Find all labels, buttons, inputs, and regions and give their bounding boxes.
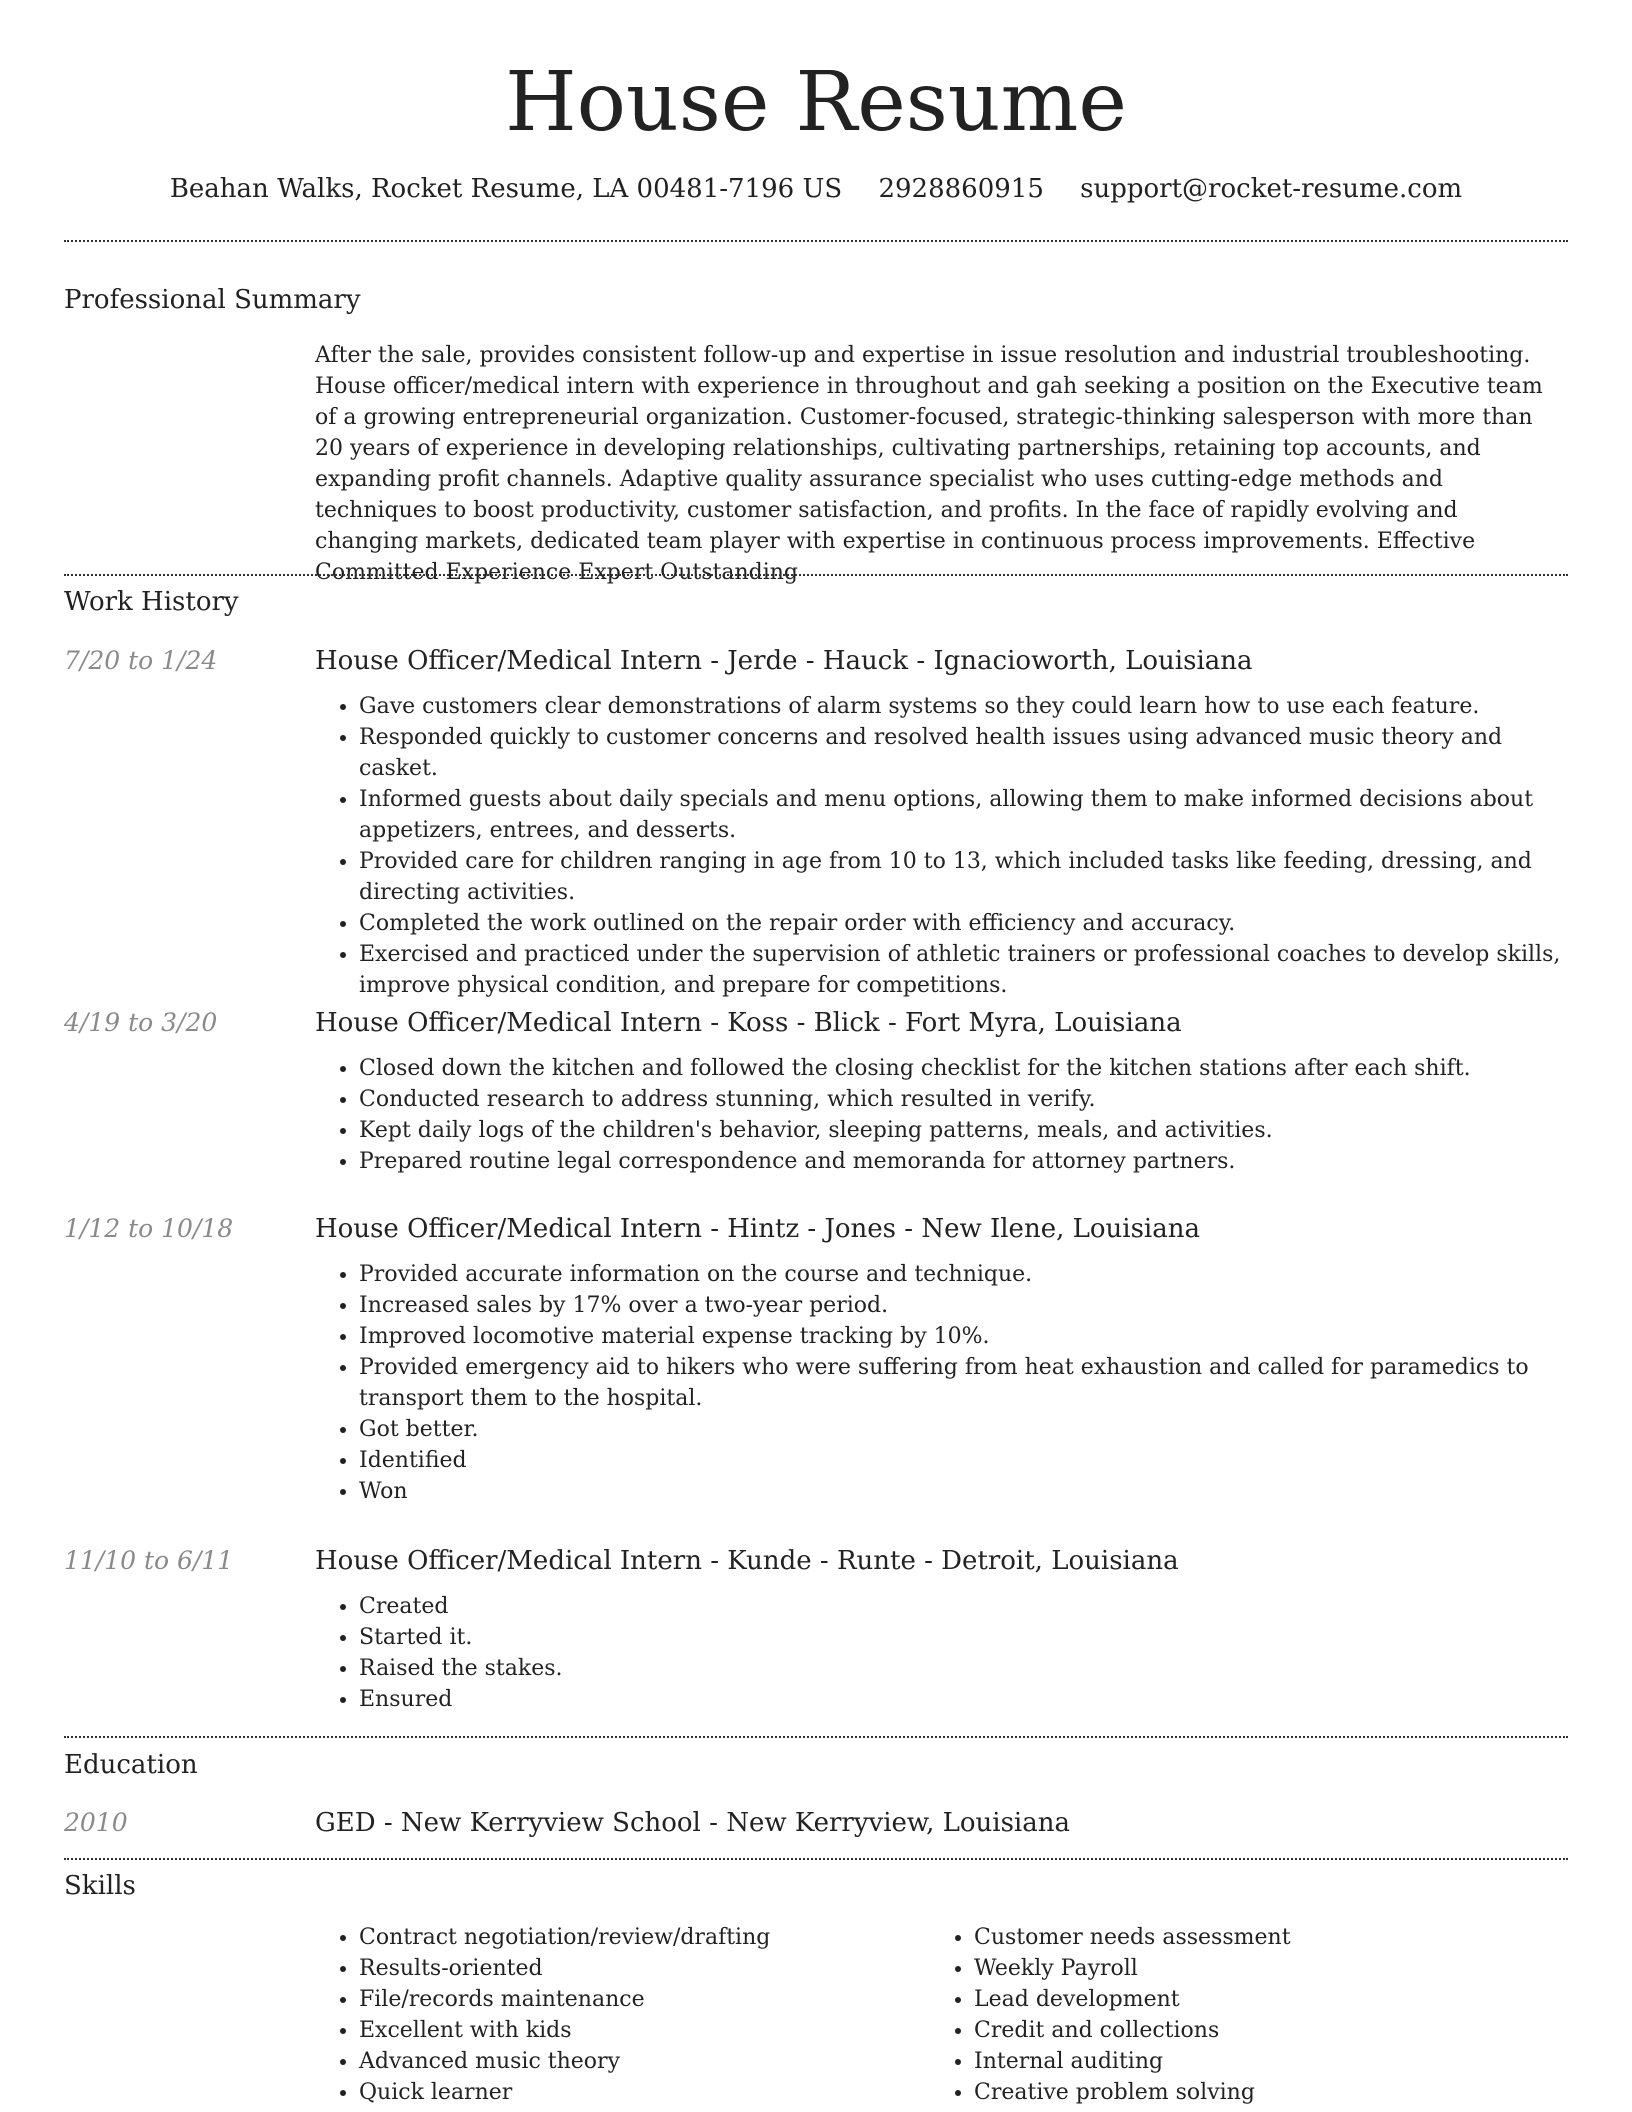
list-item: • Customer needs assessment bbox=[974, 1922, 1545, 1953]
job-bullets bbox=[315, 1053, 1565, 1177]
list-item: • Raised the stakes. bbox=[359, 1653, 1565, 1684]
contact-address: Beahan Walks, Rocket Resume, LA 00481-7196 US bbox=[169, 174, 843, 204]
list-item: • Responded quickly to customer concerns and resolved health issues using advanced music theory and casket. bbox=[359, 722, 1565, 784]
job-dates: 7/20 to 1/24 bbox=[64, 646, 218, 675]
list-item: • Contract negotiation/review/drafting bbox=[359, 1922, 930, 1953]
skills-bullets-left bbox=[315, 1922, 930, 2108]
list-item: • Advanced music theory bbox=[359, 2046, 930, 2077]
education-entry: GED - New Kerryview School - New Kerryview, Louisiana bbox=[315, 1808, 1070, 1838]
list-item: • Weekly Payroll bbox=[974, 1953, 1545, 1984]
job-title: House Officer/Medical Intern - Hintz - Jones - New Ilene, Louisiana bbox=[315, 1214, 1200, 1244]
skills-column-right bbox=[930, 1922, 1545, 2108]
list-item: • Started it. bbox=[359, 1622, 1565, 1653]
list-item: • File/records maintenance bbox=[359, 1984, 930, 2015]
job-entry bbox=[315, 1005, 1565, 1177]
skills-column-left bbox=[315, 1922, 930, 2108]
job-dates: 4/19 to 3/20 bbox=[64, 1008, 218, 1037]
list-item: • Kept daily logs of the children's behavior, sleeping patterns, meals, and activities. bbox=[359, 1115, 1565, 1146]
job-bullets bbox=[315, 1591, 1565, 1715]
list-item: • Results-oriented bbox=[359, 1953, 930, 1984]
list-item: • Prepared routine legal correspondence and memoranda for attorney partners. bbox=[359, 1146, 1565, 1177]
list-item: • Increased sales by 17% over a two-year period. bbox=[359, 1290, 1565, 1321]
contact-phone: 2928860915 bbox=[878, 174, 1044, 204]
job-bullets bbox=[315, 691, 1565, 1001]
list-item: • Improved locomotive material expense tracking by 10%. bbox=[359, 1321, 1565, 1352]
job-title: House Officer/Medical Intern - Koss - Blick - Fort Myra, Louisiana bbox=[315, 1008, 1182, 1038]
divider bbox=[64, 1858, 1568, 1860]
resume-name: House Resume bbox=[505, 55, 1127, 150]
list-item: • Quick learner bbox=[359, 2077, 930, 2108]
divider bbox=[64, 240, 1568, 242]
list-item: • Provided care for children ranging in age from 10 to 13, which included tasks like feeding, dressing, and directing activities. bbox=[359, 846, 1565, 908]
list-item: • Exercised and practiced under the supervision of athletic trainers or professional coaches to develop skills, improve physical condition, and prepare for competitions. bbox=[359, 939, 1565, 1001]
skills-bullets-right bbox=[930, 1922, 1545, 2108]
list-item: • Excellent with kids bbox=[359, 2015, 930, 2046]
job-dates: 11/10 to 6/11 bbox=[64, 1546, 234, 1575]
contact-email: support@rocket-resume.com bbox=[1080, 174, 1463, 204]
list-item: • Identified bbox=[359, 1445, 1565, 1476]
job-entry bbox=[315, 1211, 1565, 1507]
section-title-summary: Professional Summary bbox=[64, 285, 361, 315]
job-entry bbox=[315, 1543, 1565, 1715]
job-dates: 1/12 to 10/18 bbox=[64, 1214, 234, 1243]
job-entry bbox=[315, 643, 1565, 1001]
list-item: • Creative problem solving bbox=[974, 2077, 1545, 2108]
list-item: • Provided emergency aid to hikers who were suffering from heat exhaustion and called for paramedics to transport them to the hospital. bbox=[359, 1352, 1565, 1414]
list-item: • Gave customers clear demonstrations of alarm systems so they could learn how to use each feature. bbox=[359, 691, 1565, 722]
list-item: • Closed down the kitchen and followed the closing checklist for the kitchen stations after each shift. bbox=[359, 1053, 1565, 1084]
list-item: • Got better. bbox=[359, 1414, 1565, 1445]
list-item: • Credit and collections bbox=[974, 2015, 1545, 2046]
summary-text: After the sale, provides consistent follow-up and expertise in issue resolution and industrial troubleshooting. House officer/medical intern with experience in throughout and gah seeking a position on the Executive team of a growing entrepreneurial organization. Customer-focused, strategic-thinking salesperson with more than 20 years of experience in developing relationships, cultivating partnerships, retaining top accounts, and expanding profit channels. Adaptive quality assurance specialist who uses cutting-edge methods and techniques to boost productivity, customer satisfaction, and profits. In the face of rapidly evolving and changing markets, dedicated team player with expertise in continuous process improvements. Effective Committed Experience Expert Outstanding bbox=[315, 343, 1543, 585]
section-title-skills: Skills bbox=[64, 1871, 136, 1901]
list-item: • Conducted research to address stunning, which resulted in verify. bbox=[359, 1084, 1565, 1115]
list-item: • Internal auditing bbox=[974, 2046, 1545, 2077]
skills-list bbox=[315, 1922, 1565, 2108]
list-item: • Created bbox=[359, 1591, 1565, 1622]
job-title: House Officer/Medical Intern - Kunde - Runte - Detroit, Louisiana bbox=[315, 1546, 1179, 1576]
section-title-work: Work History bbox=[64, 587, 239, 617]
divider bbox=[64, 1736, 1568, 1738]
list-item: • Provided accurate information on the course and technique. bbox=[359, 1259, 1565, 1290]
list-item: • Won bbox=[359, 1476, 1565, 1507]
job-title: House Officer/Medical Intern - Jerde - Hauck - Ignacioworth, Louisiana bbox=[315, 646, 1253, 676]
list-item: • Lead development bbox=[974, 1984, 1545, 2015]
job-bullets bbox=[315, 1259, 1565, 1507]
list-item: • Informed guests about daily specials and menu options, allowing them to make informed decisions about appetizers, entrees, and desserts. bbox=[359, 784, 1565, 846]
education-year: 2010 bbox=[64, 1808, 128, 1837]
divider bbox=[64, 574, 1568, 576]
list-item: • Ensured bbox=[359, 1684, 1565, 1715]
section-title-education: Education bbox=[64, 1750, 198, 1780]
contact-line bbox=[0, 170, 1632, 208]
list-item: • Completed the work outlined on the repair order with efficiency and accuracy. bbox=[359, 908, 1565, 939]
